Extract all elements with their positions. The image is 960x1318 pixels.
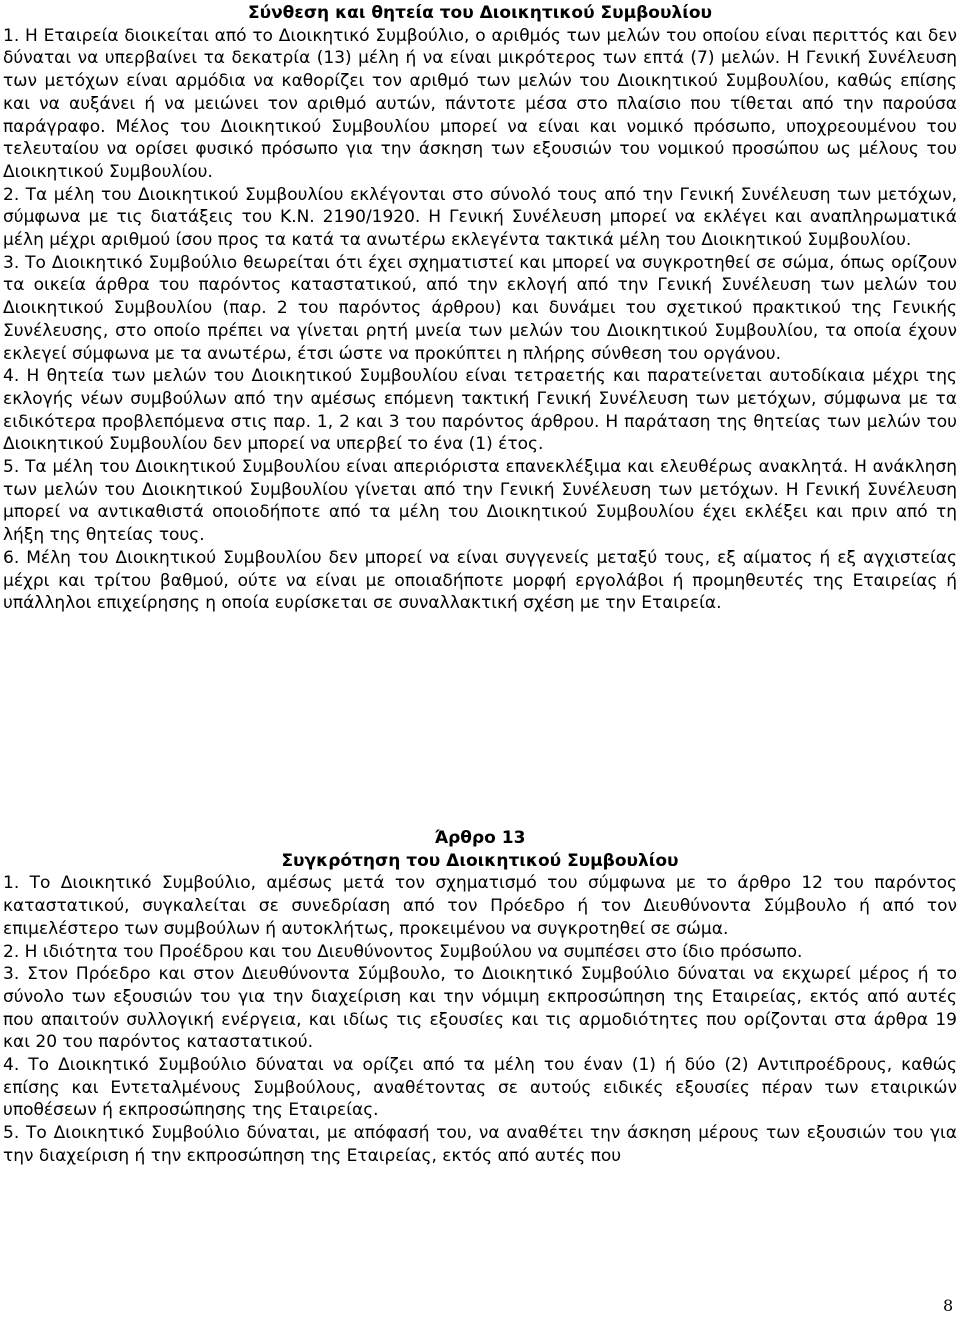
paragraph: 1. Το Διοικητικό Συμβούλιο, αμέσως μετά τον σχηματισμό του σύμφωνα με το άρθρο 12 του παρόντος καταστατικού, συγκαλείται σε συνεδρίαση από τον Πρόεδρο ή τον Διευθύνοντα Σύμβουλο ή από τον επιμελέστερο των συμβούλων ή αυτοκλήτως, προκειμένου να συγκροτηθεί σε σώμα. xyxy=(3,873,957,939)
section-board-constitution xyxy=(3,827,957,1168)
paragraph: 6. Μέλη του Διοικητικού Συμβουλίου δεν μπορεί να είναι συγγενείς μεταξύ τους, εξ αίματος ή εξ αγχιστείας μέχρι και τρίτου βαθμού, ούτε να είναι με οποιαδήποτε μορφή εργολάβοι ή προμηθευτές της Εταιρείας ή υπάλληλοι επιχείρησης η οποία ευρίσκεται σε συναλλακτική σχέση με την Εταιρεία. xyxy=(3,547,957,614)
section-board-composition xyxy=(3,2,957,615)
paragraph: 4. Το Διοικητικό Συμβούλιο δύναται να ορίζει από τα μέλη του έναν (1) ή δύο (2) Αντιπροέδρους, καθώς επίσης και Εντεταλμένους Συμβούλους, αναθέτοντας σε αυτούς ειδικές εξουσίες πέραν των εταιρικών υποθέσεων ή εκπροσώπησης της Εταιρείας. xyxy=(3,1055,957,1121)
paragraph: 2. Η ιδιότητα του Προέδρου και του Διευθύνοντος Συμβούλου να συμπέσει στο ίδιο πρόσωπο. xyxy=(3,941,803,962)
paragraph: 2. Τα μέλη του Διοικητικού Συμβουλίου εκλέγονται στο σύνολό τους από την Γενική Συνέλευση των μετόχων, σύμφωνα με τις διατάξεις του Κ.Ν. 2190/1920. Η Γενική Συνέλευση μπορεί να εκλέγει και αναπληρωματικά μέλη μέχρι αριθμού ίσου προς τα κατά τα ανωτέρω εκλεγέντα τακτικά μέλη του Διοικητικού Συμβουλίου. xyxy=(3,184,957,251)
article-heading: Συγκρότηση του Διοικητικού Συμβουλίου xyxy=(281,850,679,871)
paragraph: 3. Το Διοικητικό Συμβούλιο θεωρείται ότι έχει σχηματιστεί και μπορεί να συγκροτηθεί σε σώμα, όπως ορίζουν τα οικεία άρθρα του παρόντος καταστατικού, από την εκλογή από την Γενική Συνέλευση των μελών του Διοικητικού Συμβουλίου (παρ. 2 του παρόντος άρθρου) και δυνάμει του σχετικού πρακτικού της Γενικής Συνέλευσης, στο οποίο πρέπει να γίνεται ρητή μνεία των μελών του Διοικητικού Συμβουλίου, τα οποία έχουν εκλεγεί σύμφωνα με τα ανωτέρω, έτσι ώστε να προκύπτει η πλήρης σύνθεση του οργάνου. xyxy=(3,252,957,364)
section-heading: Σύνθεση και θητεία του Διοικητικού Συμβουλίου xyxy=(248,3,712,23)
article-number: Άρθρο 13 xyxy=(434,828,526,848)
paragraph: 1. Η Εταιρεία διοικείται από το Διοικητικό Συμβούλιο, ο αριθμός των μελών του οποίου είναι περιττός και δεν δύναται να υπερβαίνει τα δεκατρία (13) μέλη ή να είναι μικρότερος των επτά (7) μελών. Η Γενική Συνέλευση των μετόχων είναι αρμόδια να καθορίζει τον αριθμό των μελών του Διοικητικού Συμβουλίου, καθώς επίσης και να αυξάνει ή να μειώνει τον αριθμό αυτών, πάντοτε μέσα στο πλαίσιο που τίθεται από την παρούσα παράγραφο. Μέλος του Διοικητικού Συμβουλίου μπορεί να είναι και νομικό πρόσωπο, υποχρεουμένου του τελευταίου να ορίσει φυσικό πρόσωπο για την άσκηση των εξουσιών του νομικού προσώπου ως μέλους του Διοικητικού Συμβουλίου. xyxy=(3,25,957,182)
paragraph: 4. Η θητεία των μελών του Διοικητικού Συμβουλίου είναι τετραετής και παρατείνεται αυτοδίκαια μέχρι της εκλογής νέων συμβούλων από την αμέσως επόμενη τακτική Γενική Συνέλευση των μετόχων, σύμφωνα με τα ειδικότερα προβλεπόμενα στις παρ. 1, 2 και 3 του παρόντος άρθρου. Η παράταση της θητείας των μελών του Διοικητικού Συμβουλίου δεν μπορεί να υπερβεί το ένα (1) έτος. xyxy=(3,366,957,455)
paragraph: 3. Στον Πρόεδρο και στον Διευθύνοντα Σύμβουλο, το Διοικητικό Συμβούλιο δύναται να εκχωρεί μέρος ή το σύνολο των εξουσιών του για την διαχείριση και την νόμιμη εκπροσώπηση της Εταιρείας, εκτός από αυτές που απαιτούν συλλογική ενέργεια, και ιδίως τις εξουσίες και τις αρμοδιότητες που ορίζονται στα άρθρα 19 και 20 του παρόντος καταστατικού. xyxy=(3,964,957,1053)
paragraph: 5. Το Διοικητικό Συμβούλιο δύναται, με απόφασή του, να αναθέτει την άσκηση μέρους των εξουσιών του για την διαχείριση ή την εκπροσώπηση της Εταιρείας, εκτός από αυτές που xyxy=(3,1123,957,1166)
paragraph: 5. Τα μέλη του Διοικητικού Συμβουλίου είναι απεριόριστα επανεκλέξιμα και ελευθέρως ανακλητά. Η ανάκληση των μελών του Διοικητικού Συμβουλίου γίνεται από την Γενική Συνέλευση των μετόχων. Η Γενική Συνέλευση μπορεί να αντικαθιστά οποιοδήποτε από τα μέλη του Διοικητικού Συμβουλίου έχει εκλέξει και πριν από τη λήξη της θητείας τους. xyxy=(3,457,957,546)
page-number: 8 xyxy=(943,1296,954,1315)
